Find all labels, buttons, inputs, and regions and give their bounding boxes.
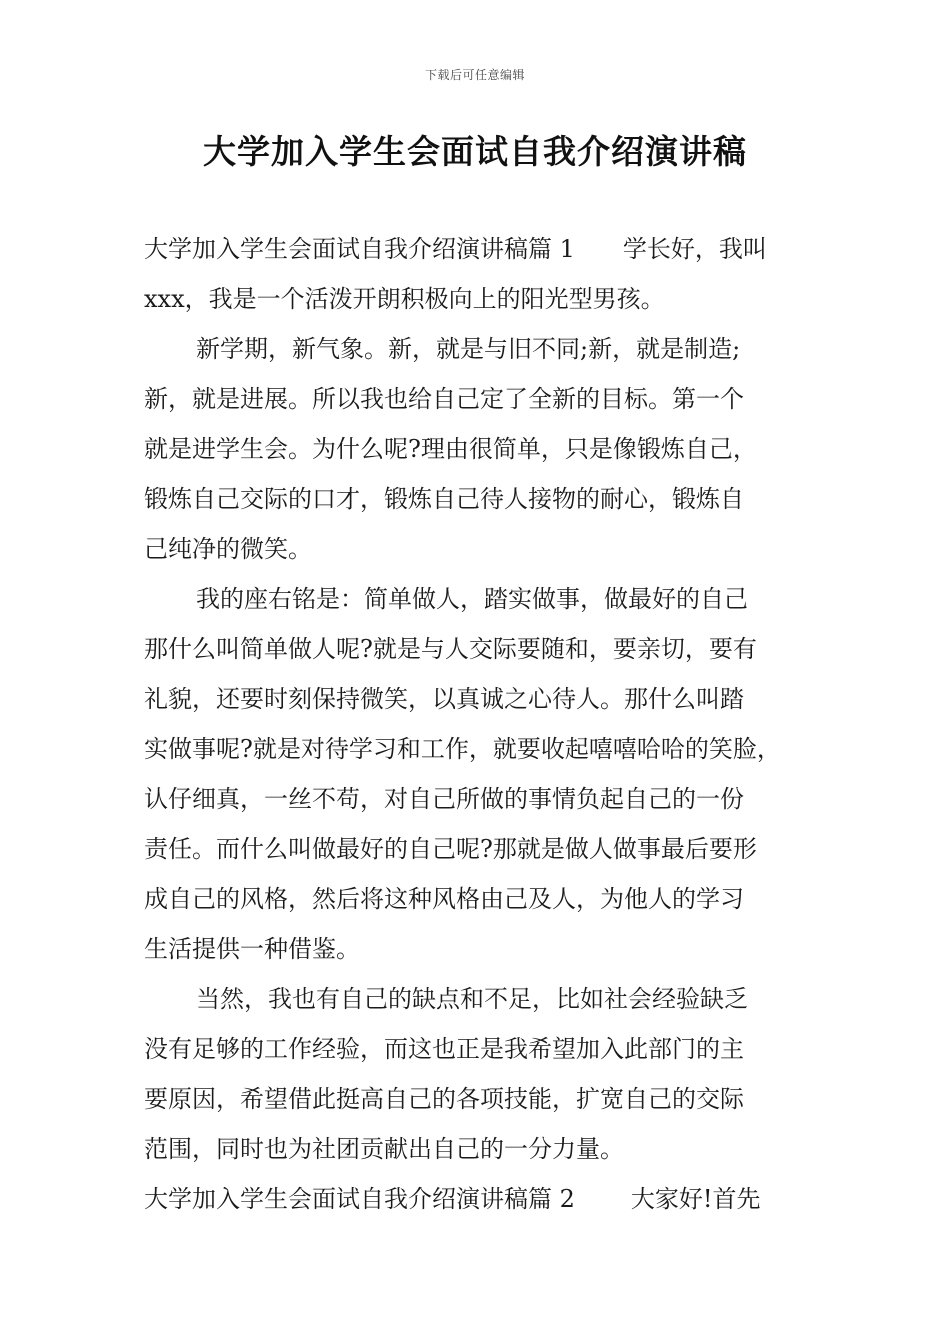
section-1-heading-line	[144, 224, 824, 274]
paragraph-3	[144, 974, 824, 1174]
paragraph-line: 新，就是进展。所以我也给自己定了全新的目标。第一个	[144, 385, 744, 413]
section-2-heading: 大学加入学生会面试自我介绍演讲稿篇 2	[144, 1185, 575, 1213]
document-body	[144, 224, 824, 1224]
paragraph-line: 礼貌，还要时刻保持微笑，以真诚之心待人。那什么叫踏	[144, 685, 744, 713]
document-title: 大学加入学生会面试自我介绍演讲稿	[203, 132, 747, 171]
paragraph-1	[144, 324, 824, 574]
paragraph-line: 锻炼自己交际的口才，锻炼自己待人接物的耐心，锻炼自	[144, 485, 744, 513]
header-note: 下载后可任意编辑	[424, 68, 525, 82]
paragraph-line: 实做事呢?就是对待学习和工作，就要收起嘻嘻哈哈的笑脸，	[144, 735, 781, 763]
paragraph-line: 责任。而什么叫做最好的自己呢?那就是做人做事最后要形	[144, 835, 757, 863]
paragraph-line: 当然，我也有自己的缺点和不足，比如社会经验缺乏	[196, 985, 748, 1013]
paragraph-line: 范围，同时也为社团贡献出自己的一分力量。	[144, 1135, 624, 1163]
section-1-opening-continued: xxx，我是一个活泼开朗积极向上的阳光型男孩。	[144, 285, 665, 313]
section-1-opening: 学长好，我叫	[622, 235, 767, 263]
paragraph-line: 己纯净的微笑。	[144, 535, 312, 563]
paragraph-line: 新学期，新气象。新，就是与旧不同;新，就是制造;	[196, 335, 741, 363]
paragraph-line: 要原因，希望借此挺高自己的各项技能，扩宽自己的交际	[144, 1085, 744, 1113]
section-1-heading: 大学加入学生会面试自我介绍演讲稿篇 1	[144, 235, 575, 263]
paragraph-line: 我的座右铭是：简单做人，踏实做事，做最好的自己	[196, 585, 748, 613]
paragraph-line: 成自己的风格，然后将这种风格由己及人，为他人的学习	[144, 885, 744, 913]
paragraph-line: 认仔细真，一丝不苟，对自己所做的事情负起自己的一份	[144, 785, 744, 813]
paragraph-line: 没有足够的工作经验，而这也正是我希望加入此部门的主	[144, 1035, 744, 1063]
section-2-heading-line	[144, 1174, 824, 1224]
paragraph-line: 那什么叫简单做人呢?就是与人交际要随和，要亲切，要有	[144, 635, 757, 663]
paragraph-line: 就是进学生会。为什么呢?理由很简单，只是像锻炼自己，	[144, 435, 757, 463]
section-2-opening: 大家好!首先	[630, 1185, 761, 1213]
paragraph-line: 生活提供一种借鉴。	[144, 935, 360, 963]
paragraph-2	[144, 574, 824, 974]
